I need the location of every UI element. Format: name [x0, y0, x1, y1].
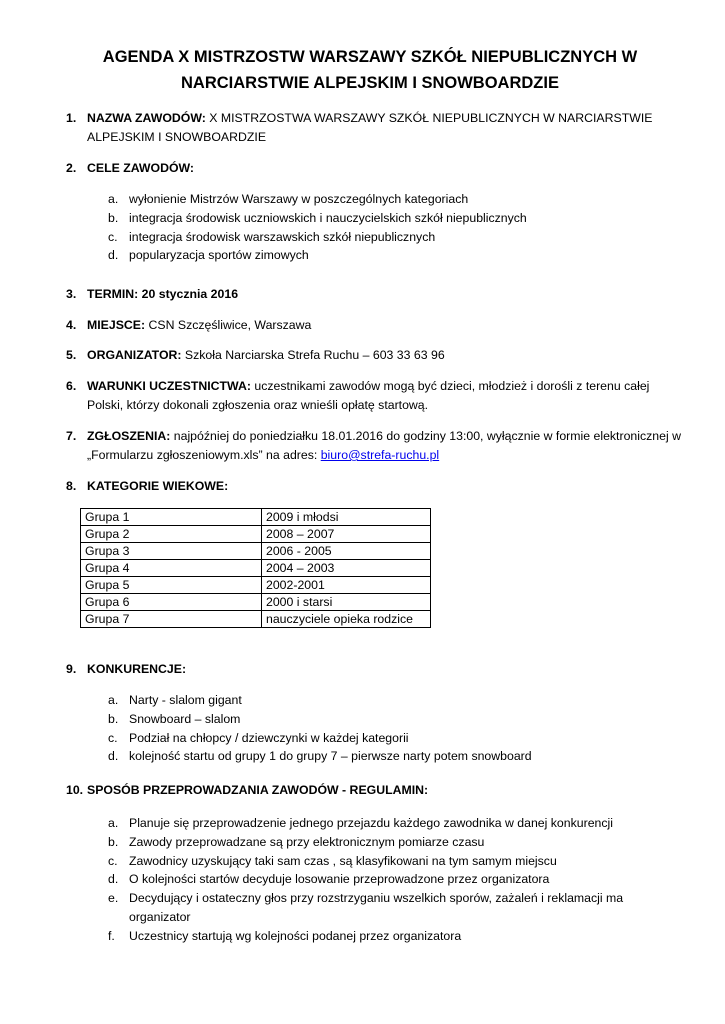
- list-item: [108, 209, 648, 228]
- item-letter: a.: [108, 816, 119, 830]
- item-letter: a.: [108, 693, 119, 707]
- group-cell: Grupa 4: [81, 560, 262, 577]
- item-text: Zawodnicy uzyskujący taki sam czas , są klasyfikowani na tym samym miejscu: [129, 853, 557, 868]
- section-label: MIEJSCE:: [87, 318, 146, 332]
- item-letter: b.: [108, 834, 119, 849]
- section-number: 10.: [66, 783, 84, 797]
- item-text: Narty - slalom gigant: [129, 693, 242, 707]
- list-item: [108, 228, 648, 247]
- section-label: SPOSÓB PRZEPROWADZANIA ZAWODÓW - REGULAMIN:: [87, 783, 429, 797]
- group-cell: Grupa 2: [81, 526, 262, 543]
- document-title: [60, 44, 680, 96]
- section-organizer: [66, 346, 681, 365]
- item-letter: f.: [108, 928, 115, 943]
- list-item: [108, 814, 648, 833]
- section-number: 1.: [66, 111, 77, 125]
- group-cell: Grupa 7: [81, 611, 262, 628]
- item-letter: d.: [108, 749, 119, 764]
- title-line-2: NARCIARSTWIE ALPEJSKIM I SNOWBOARDZIE: [181, 74, 559, 92]
- section-text: CSN Szczęśliwice, Warszawa: [145, 318, 312, 332]
- item-text: integracja środowisk warszawskich szkół niepublicznych: [129, 229, 436, 244]
- item-text: popularyzacja sportów zimowych: [129, 248, 309, 263]
- years-cell: 2009 i młodsi: [262, 509, 431, 526]
- section-label: KATEGORIE WIEKOWE:: [87, 479, 229, 493]
- list-item: [108, 246, 648, 265]
- section-label: WARUNKI UCZESTNICTWA:: [87, 379, 251, 393]
- item-text: Podział na chłopcy / dziewczynki w każdej kategorii: [129, 730, 409, 745]
- group-cell: Grupa 1: [81, 509, 262, 526]
- list-item: [108, 710, 648, 729]
- section-number: 6.: [66, 379, 77, 393]
- rules-list: [108, 814, 648, 946]
- years-cell: 2004 – 2003: [262, 560, 431, 577]
- item-letter: d.: [108, 248, 119, 263]
- title-line-1: AGENDA X MISTRZOSTW WARSZAWY SZKÓŁ NIEPUBLICZNYCH W: [102, 48, 638, 66]
- list-item: [108, 852, 648, 871]
- group-cell: Grupa 5: [81, 577, 262, 594]
- table-row: [81, 594, 431, 611]
- item-letter: c.: [108, 229, 118, 244]
- years-cell: nauczyciele opieka rodzice: [262, 611, 431, 628]
- table-row: [81, 577, 431, 594]
- section-number: 8.: [66, 479, 77, 493]
- section-participation: [66, 377, 681, 415]
- email-link[interactable]: biuro@strefa-ruchu.pl: [320, 448, 440, 462]
- list-item: [108, 889, 639, 927]
- section-label: CELE ZAWODÓW:: [87, 161, 195, 175]
- list-item: [108, 927, 648, 946]
- section-registration: [66, 427, 681, 465]
- list-item: [108, 833, 648, 852]
- section-number: 3.: [66, 287, 77, 301]
- section-text: uczestnikami zawodów mogą być dzieci, młodzież i dorośli z terenu całej Polski, którzy dokonali zgłoszenia oraz wnieśli opłatę startową.: [87, 379, 650, 412]
- item-text: Uczestnicy startują wg kolejności podanej przez organizatora: [129, 928, 462, 943]
- list-item: [108, 870, 648, 889]
- table-row: [81, 509, 431, 526]
- item-text: Zawody przeprowadzane są przy elektronicznym pomiarze czasu: [129, 834, 485, 849]
- table-row: [81, 526, 431, 543]
- item-letter: c.: [108, 730, 118, 745]
- section-date: [66, 285, 681, 304]
- item-letter: c.: [108, 853, 118, 868]
- table-row: [81, 560, 431, 577]
- item-text: Planuje się przeprowadzenie jednego przejazdu każdego zawodnika w danej konkurencji: [129, 816, 613, 830]
- section-event-name: [66, 109, 681, 147]
- section-competitions: [66, 660, 681, 679]
- section-text: X MISTRZOSTWA WARSZAWY SZKÓŁ NIEPUBLICZNYCH W NARCIARSTWIE ALPEJSKIM I SNOWBOARDZIE: [87, 111, 653, 144]
- goals-list: [108, 190, 648, 265]
- item-text: O kolejności startów decyduje losowanie przeprowadzone przez organizatora: [129, 872, 550, 887]
- years-cell: 2002-2001: [262, 577, 431, 594]
- section-label: NAZWA ZAWODÓW:: [87, 111, 206, 125]
- table-row: [81, 611, 431, 628]
- section-text: Szkoła Narciarska Strefa Ruchu – 603 33 63 96: [181, 348, 445, 362]
- item-letter: b.: [108, 711, 119, 726]
- item-text: wyłonienie Mistrzów Warszawy w poszczególnych kategoriach: [129, 192, 469, 206]
- section-number: 4.: [66, 318, 77, 332]
- item-text: kolejność startu od grupy 1 do grupy 7 – pierwsze narty potem snowboard: [129, 749, 532, 764]
- age-categories-table: [80, 508, 431, 628]
- item-letter: e.: [108, 891, 119, 906]
- table-row: [81, 543, 431, 560]
- section-goals: [66, 159, 681, 178]
- section-number: 5.: [66, 348, 77, 362]
- section-number: 7.: [66, 429, 77, 443]
- group-cell: Grupa 3: [81, 543, 262, 560]
- years-cell: 2008 – 2007: [262, 526, 431, 543]
- list-item: [108, 747, 648, 766]
- item-letter: a.: [108, 192, 119, 206]
- section-text: najpóźniej do poniedziałku 18.01.2016 do godziny 13:00, wyłącznie w formie elektronicznej w „Formularzu zgłoszeniowym.xls” na adres:: [87, 429, 681, 462]
- group-cell: Grupa 6: [81, 594, 262, 611]
- section-label: TERMIN: 20 stycznia 2016: [87, 287, 239, 301]
- section-label: KONKURENCJE:: [87, 662, 187, 676]
- section-number: 2.: [66, 161, 77, 175]
- list-item: [108, 729, 648, 748]
- list-item: [108, 691, 648, 710]
- list-item: [108, 190, 648, 209]
- item-text: Snowboard – slalom: [129, 711, 241, 726]
- item-letter: d.: [108, 872, 119, 887]
- item-text: integracja środowisk uczniowskich i nauczycielskich szkół niepublicznych: [129, 210, 527, 225]
- item-letter: b.: [108, 210, 119, 225]
- competitions-list: [108, 691, 648, 766]
- section-place: [66, 316, 681, 335]
- years-cell: 2000 i starsi: [262, 594, 431, 611]
- years-cell: 2006 - 2005: [262, 543, 431, 560]
- section-number: 9.: [66, 662, 77, 676]
- section-rules: [66, 781, 681, 800]
- section-label: ORGANIZATOR:: [87, 348, 182, 362]
- item-text: Decydujący i ostateczny głos przy rozstrzyganiu wszelkich sporów, zażaleń i reklamacji ma organizator: [129, 891, 624, 924]
- section-label: ZGŁOSZENIA:: [87, 429, 171, 443]
- section-age-categories: [66, 477, 681, 496]
